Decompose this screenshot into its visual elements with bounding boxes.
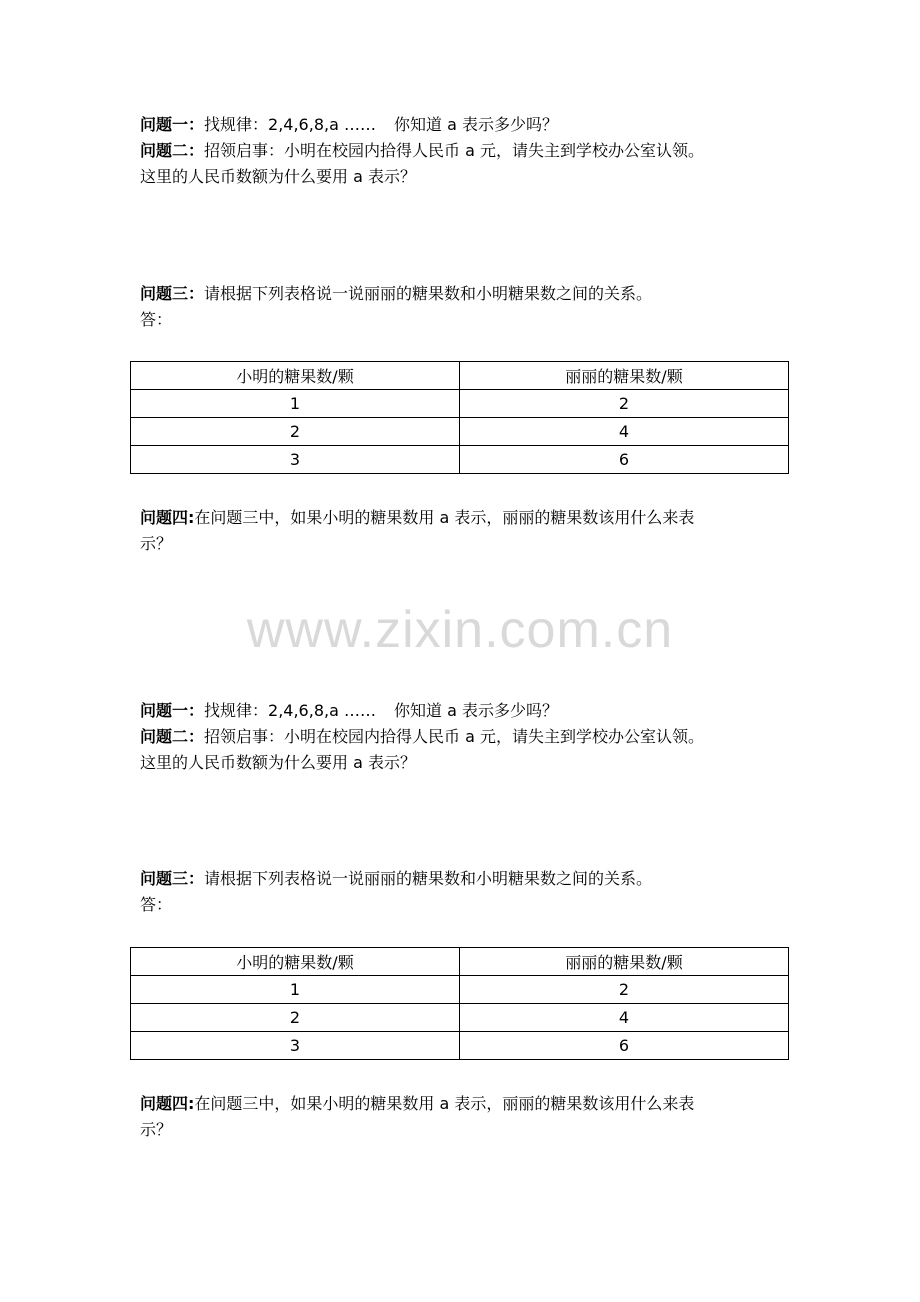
- table-header-row: [131, 362, 789, 390]
- answer-label: 答：: [140, 895, 173, 914]
- question-1-tail: 你知道 a 表示多少吗？: [393, 115, 558, 134]
- table-row: [131, 446, 789, 474]
- table-row: [131, 1032, 789, 1060]
- question-1-label: 问题一：: [140, 115, 205, 134]
- table-cell: 2: [131, 1004, 460, 1032]
- question-3: [140, 281, 800, 307]
- question-4-text: 在问题三中，如果小明的糖果数用 a 表示，丽丽的糖果数该用什么来表: [194, 508, 695, 527]
- question-4-text: 在问题三中，如果小明的糖果数用 a 表示，丽丽的糖果数该用什么来表: [194, 1094, 695, 1113]
- table-cell: 2: [131, 418, 460, 446]
- question-3-label: 问题三：: [140, 284, 205, 303]
- table-row: [131, 976, 789, 1004]
- question-2-continuation: 这里的人民币数额为什么要用 a 表示？: [140, 753, 416, 772]
- question-3-text: 请根据下列表格说一说丽丽的糖果数和小明糖果数之间的关系。: [204, 284, 653, 303]
- table-row: [131, 1004, 789, 1032]
- candy-table-2: [130, 947, 789, 1060]
- question-3-text: 请根据下列表格说一说丽丽的糖果数和小明糖果数之间的关系。: [204, 869, 653, 888]
- question-4-label: 问题四:: [140, 1094, 195, 1113]
- question-1: [140, 112, 800, 138]
- question-1: [140, 698, 800, 724]
- watermark: www.zixin.com.cn: [246, 601, 674, 659]
- question-3-label: 问题三：: [140, 869, 205, 888]
- answer-label: 答：: [140, 310, 173, 329]
- candy-table-1: [130, 361, 789, 474]
- question-3: [140, 866, 800, 892]
- table-cell: 3: [131, 446, 460, 474]
- table-cell: 4: [460, 418, 789, 446]
- table-header-cell: 丽丽的糖果数/颗: [460, 948, 789, 976]
- question-2-text: 招领启事：小明在校园内拾得人民币 a 元，请失主到学校办公室认领。: [204, 141, 704, 160]
- question-4-continuation: 示？: [140, 534, 173, 553]
- question-3-block-1: [140, 281, 800, 333]
- table-header-cell: 小明的糖果数/颗: [131, 948, 460, 976]
- question-4-label: 问题四:: [140, 508, 195, 527]
- question-1-2-block-2: [140, 698, 800, 776]
- table-row: [131, 390, 789, 418]
- question-2-continuation: 这里的人民币数额为什么要用 a 表示？: [140, 167, 416, 186]
- table-cell: 1: [131, 390, 460, 418]
- question-3-block-2: [140, 866, 800, 918]
- question-1-text: 找规律：2,4,6,8,a ……: [204, 115, 376, 134]
- table-header-cell: 小明的糖果数/颗: [131, 362, 460, 390]
- table-cell: 1: [131, 976, 460, 1004]
- question-4-block-1: [140, 505, 800, 557]
- question-2-label: 问题二：: [140, 727, 205, 746]
- table-header-row: [131, 948, 789, 976]
- question-1-2-block-1: [140, 112, 800, 190]
- question-4-continuation: 示？: [140, 1120, 173, 1139]
- table-cell: 2: [460, 976, 789, 1004]
- question-4: [140, 505, 800, 531]
- question-2-text: 招领启事：小明在校园内拾得人民币 a 元，请失主到学校办公室认领。: [204, 727, 704, 746]
- question-1-label: 问题一：: [140, 701, 205, 720]
- question-1-text: 找规律：2,4,6,8,a ……: [204, 701, 376, 720]
- table-cell: 6: [460, 446, 789, 474]
- table-cell: 2: [460, 390, 789, 418]
- table-cell: 3: [131, 1032, 460, 1060]
- question-2: [140, 724, 800, 750]
- question-2-label: 问题二：: [140, 141, 205, 160]
- question-4-block-2: [140, 1091, 800, 1143]
- table-row: [131, 418, 789, 446]
- question-1-tail: 你知道 a 表示多少吗？: [393, 701, 558, 720]
- table-cell: 4: [460, 1004, 789, 1032]
- question-4: [140, 1091, 800, 1117]
- table-cell: 6: [460, 1032, 789, 1060]
- question-2: [140, 138, 800, 164]
- table-header-cell: 丽丽的糖果数/颗: [460, 362, 789, 390]
